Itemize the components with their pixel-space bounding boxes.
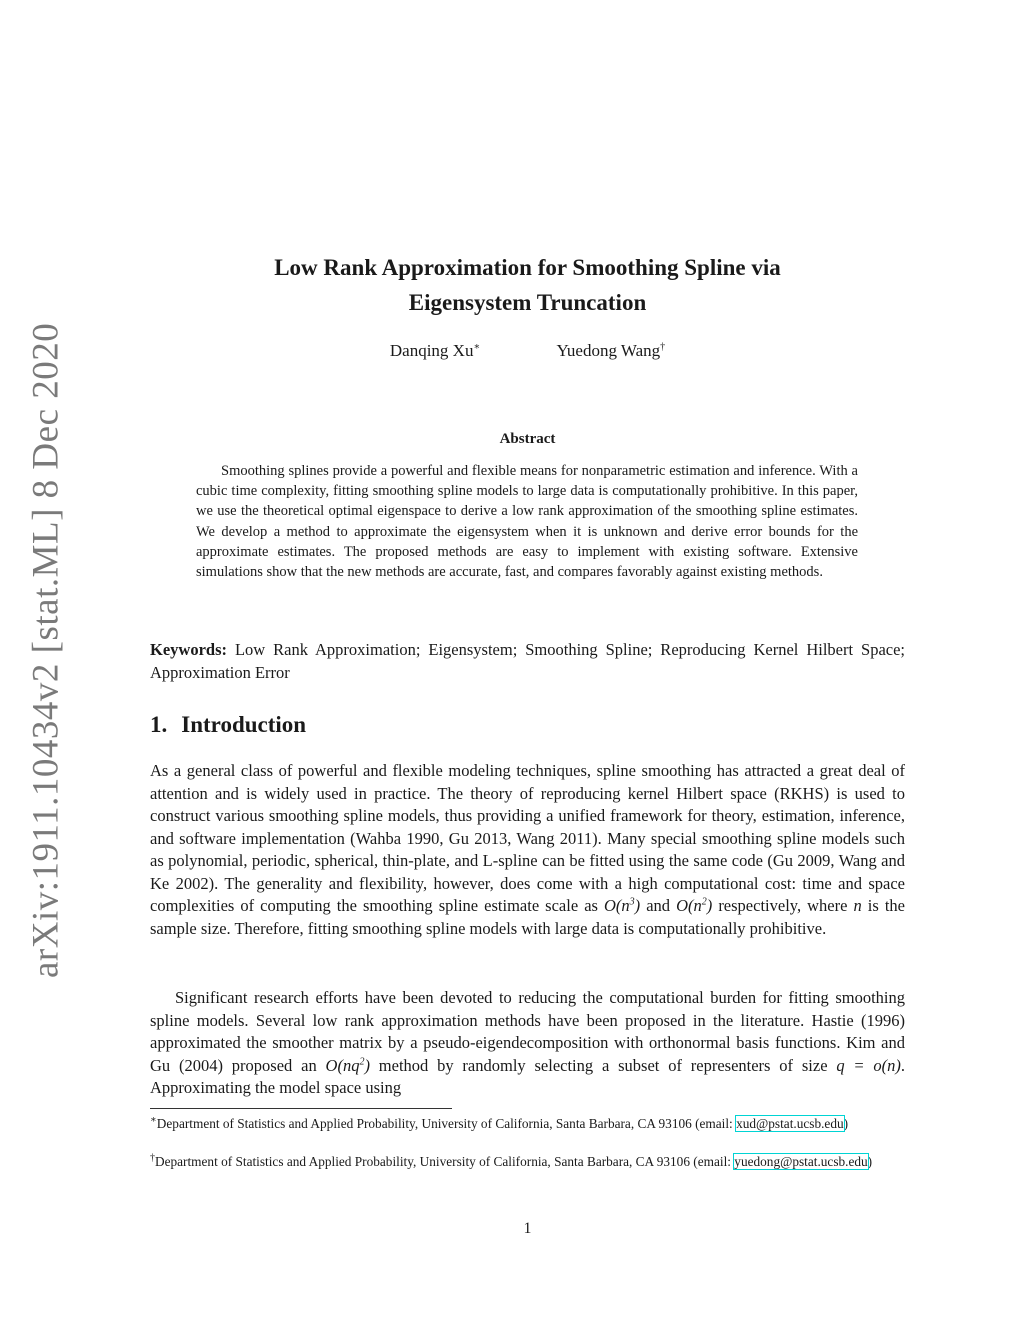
abstract-body: Smoothing splines provide a powerful and flexible means for nonparametric estimation and inference. With a cubic time complexity, fitting smoothing spline models to large data is computationally prohibitive. In this paper, we use the theoretical optimal eigenspace to derive a low rank approximation of the smoothing spline estimates. We develop a method to approximate the eigensystem when it is unknown and derive error bounds for the approximate estimates. The proposed methods are easy to implement with existing software. Extensive simulations show that the new methods are accurate, fast, and compares favorably against existing methods. (196, 463, 858, 581)
intro-paragraph-1: As a general class of powerful and flexible modeling techniques, spline smoothing has attracted a great deal of attention and is widely used in practice. The theory of reproducing kernel Hilbert space (RKHS) is used to construct various smoothing spline models, thus providing a unified framework for theory, estimation, inference, and software implementation (Wahba 1990, Gu 2013, Wang 2011). Many special smoothing spline models such as polynomial, periodic, spherical, thin-plate, and L-spline can be fitted using the same code (Gu 2009, Wang and Ke 2002). The generality and flexibility, however, does come with a high computational cost: time and space complexities of computing the smoothing spline estimate scale as $O(n^3)$ and $O(n^2)$ respectively, where n is the sample size. Therefore, fitting smoothing spline models with large data is computationally prohibitive. (150, 761, 905, 938)
author-1-mark: ∗ (473, 341, 481, 353)
footnote-2-mark: † (150, 1152, 155, 1164)
paper-title (150, 250, 905, 320)
keywords-text: Low Rank Approximation; Eigensystem; Smoothing Spline; Reproducing Kernel Hilbert Space; Approximation Error (150, 640, 905, 682)
author-list (150, 341, 905, 361)
arxiv-stamp: arXiv:1911.10434v2 [stat.ML] 8 Dec 2020 (25, 322, 67, 978)
author-2-mark: † (660, 341, 666, 353)
section-title: Introduction (181, 712, 307, 737)
footnote-2: †Department of Statistics and Applied Probability, University of California, Santa Barbara, CA 93106 (email: yuedong@pstat.ucsb.edu) (150, 1152, 873, 1169)
keywords (150, 638, 905, 684)
title-line-1: Low Rank Approximation for Smoothing Spline via (274, 255, 781, 280)
email-link-yuedong[interactable]: yuedong@pstat.ucsb.edu (734, 1154, 868, 1169)
footnote-rule (150, 1108, 452, 1109)
math-o-n2: $O(n^2)$ (676, 896, 713, 915)
title-line-2: Eigensystem Truncation (408, 290, 647, 315)
email-link-xud[interactable]: xud@pstat.ucsb.edu (736, 1116, 844, 1131)
footnote-1: ∗Department of Statistics and Applied Probability, University of California, Santa Barbara, CA 93106 (email: xud@pstat.ucsb.edu) (150, 1114, 849, 1131)
math-o-n3: $O(n^3)$ (604, 896, 641, 915)
keywords-label: Keywords: (150, 640, 227, 659)
footnote-1-mark: ∗ (150, 1114, 157, 1126)
section-number: 1. (150, 712, 168, 737)
abstract-heading: Abstract (499, 431, 556, 447)
math-o-nq2: $O(nq^2)$ (325, 1055, 370, 1075)
math-q-eq-o-n: q = o(n) (836, 1055, 901, 1075)
section-heading-introduction (150, 712, 306, 738)
author-1: Danqing Xu∗ (389, 341, 481, 360)
intro-paragraph-2: Significant research efforts have been devoted to reducing the computational burden for fitting smoothing spline models. Several low rank approximation methods have been proposed in the literature. Hastie (1996) approximated the smoother matrix by a pseudo-eigendecomposition with orthonormal basis functions. Kim and Gu (2004) proposed an $O(nq^2)$ method by randomly selecting a subset of representers of size q = o(n). Approximating the model space using (150, 988, 906, 1097)
author-2: Yuedong Wang† (556, 341, 666, 360)
page-number: 1 (523, 1220, 532, 1237)
math-n: n (853, 896, 862, 915)
